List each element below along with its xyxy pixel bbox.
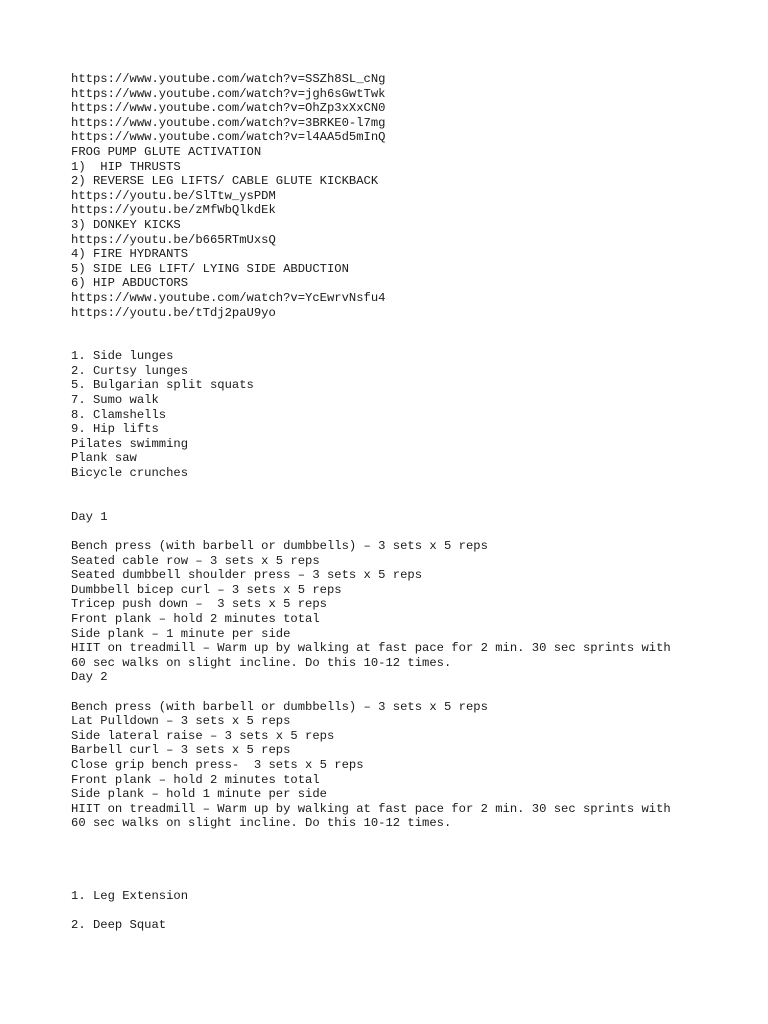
- day1-exercise: Tricep push down – 3 sets x 5 reps: [71, 597, 327, 612]
- exercise-item: 9. Hip lifts: [71, 422, 159, 437]
- glute-item-hip-abductors: 6) HIP ABDUCTORS: [71, 276, 189, 291]
- day1-hiit-line-1: HIIT on treadmill – Warm up by walking at fast pace for 2 min. 30 sec sprints with: [71, 641, 671, 656]
- exercise-item: 7. Sumo walk: [71, 393, 159, 408]
- youtube-link-2[interactable]: https://www.youtube.com/watch?v=jgh6sGwtTwk: [71, 86, 386, 101]
- spacer: [71, 495, 731, 510]
- spacer: [71, 860, 731, 875]
- youtube-link-6[interactable]: https://www.youtube.com/watch?v=YcEwrvNsfu4: [71, 290, 386, 305]
- glute-item-fire-hydrants: 4) FIRE HYDRANTS: [71, 247, 189, 262]
- document-body: [71, 72, 731, 933]
- glute-item-donkey-kicks: 3) DONKEY KICKS: [71, 217, 181, 232]
- exercise-item: 1. Side lunges: [71, 349, 174, 364]
- day1-exercise: Seated dumbbell shoulder press – 3 sets x 5 reps: [71, 568, 423, 583]
- spacer: [71, 904, 731, 919]
- day2-exercise: Close grip bench press- 3 sets x 5 reps: [71, 757, 364, 772]
- day1-exercise: Bench press (with barbell or dumbbells) – 3 sets x 5 reps: [71, 539, 488, 553]
- day1-exercise: Side plank – 1 minute per side: [71, 626, 291, 641]
- day2-title: Day 2: [71, 670, 108, 685]
- day2-exercise: Lat Pulldown – 3 sets x 5 reps: [71, 714, 291, 729]
- exercise-item: Plank saw: [71, 451, 137, 466]
- day1-title: Day 1: [71, 509, 108, 524]
- day2-exercise: Side lateral raise – 3 sets x 5 reps: [71, 728, 335, 743]
- day2-exercise: Barbell curl – 3 sets x 5 reps: [71, 743, 291, 758]
- exercise-item: 8. Clamshells: [71, 407, 167, 422]
- glute-heading: FROG PUMP GLUTE ACTIVATION: [71, 144, 262, 159]
- youtube-link-3[interactable]: https://www.youtube.com/watch?v=OhZp3xXxCN0: [71, 101, 386, 116]
- day2-exercise: Bench press (with barbell or dumbbells) – 3 sets x 5 reps: [71, 699, 488, 714]
- youtu-link-4[interactable]: https://youtu.be/tTdj2paU9yo: [71, 305, 276, 320]
- leg-item-leg-extension: 1. Leg Extension: [71, 889, 189, 904]
- spacer: [71, 831, 731, 846]
- spacer: [71, 875, 731, 890]
- day1-exercise: Dumbbell bicep curl – 3 sets x 5 reps: [71, 582, 342, 597]
- day2-exercise: Side plank – hold 1 minute per side: [71, 787, 327, 802]
- leg-item-deep-squat: 2. Deep Squat: [71, 918, 167, 933]
- glute-item-side-leg-lift: 5) SIDE LEG LIFT/ LYING SIDE ABDUCTION: [71, 261, 349, 276]
- day1-hiit-line-2: 60 sec walks on slight incline. Do this 10-12 times.: [71, 655, 452, 670]
- glute-item-hip-thrusts: 1) HIP THRUSTS: [71, 159, 181, 174]
- youtube-link-1[interactable]: https://www.youtube.com/watch?v=SSZh8SL_cNg: [71, 72, 386, 86]
- spacer: [71, 524, 731, 539]
- youtube-link-5[interactable]: https://www.youtube.com/watch?v=l4AA5d5mInQ: [71, 130, 386, 145]
- spacer: [71, 481, 731, 496]
- spacer: [71, 335, 731, 350]
- youtu-link-1[interactable]: https://youtu.be/SlTtw_ysPDM: [71, 188, 276, 203]
- glute-item-reverse-leg-lifts: 2) REVERSE LEG LIFTS/ CABLE GLUTE KICKBACK: [71, 174, 379, 189]
- day2-hiit-line-1: HIIT on treadmill – Warm up by walking at fast pace for 2 min. 30 sec sprints with: [71, 801, 671, 816]
- exercise-item: Pilates swimming: [71, 436, 189, 451]
- exercise-item: 2. Curtsy lunges: [71, 363, 189, 378]
- spacer: [71, 320, 731, 335]
- day2-exercise: Front plank – hold 2 minutes total: [71, 772, 320, 787]
- spacer: [71, 685, 731, 700]
- exercise-item: Bicycle crunches: [71, 466, 189, 481]
- exercise-item: 5. Bulgarian split squats: [71, 378, 254, 393]
- youtu-link-3[interactable]: https://youtu.be/b665RTmUxsQ: [71, 232, 276, 247]
- youtu-link-2[interactable]: https://youtu.be/zMfWbQlkdEk: [71, 203, 276, 218]
- day1-exercise: Front plank – hold 2 minutes total: [71, 611, 320, 626]
- youtube-link-4[interactable]: https://www.youtube.com/watch?v=3BRKE0-l7mg: [71, 115, 386, 130]
- spacer: [71, 845, 731, 860]
- day2-hiit-line-2: 60 sec walks on slight incline. Do this 10-12 times.: [71, 816, 452, 831]
- day1-exercise: Seated cable row – 3 sets x 5 reps: [71, 553, 320, 568]
